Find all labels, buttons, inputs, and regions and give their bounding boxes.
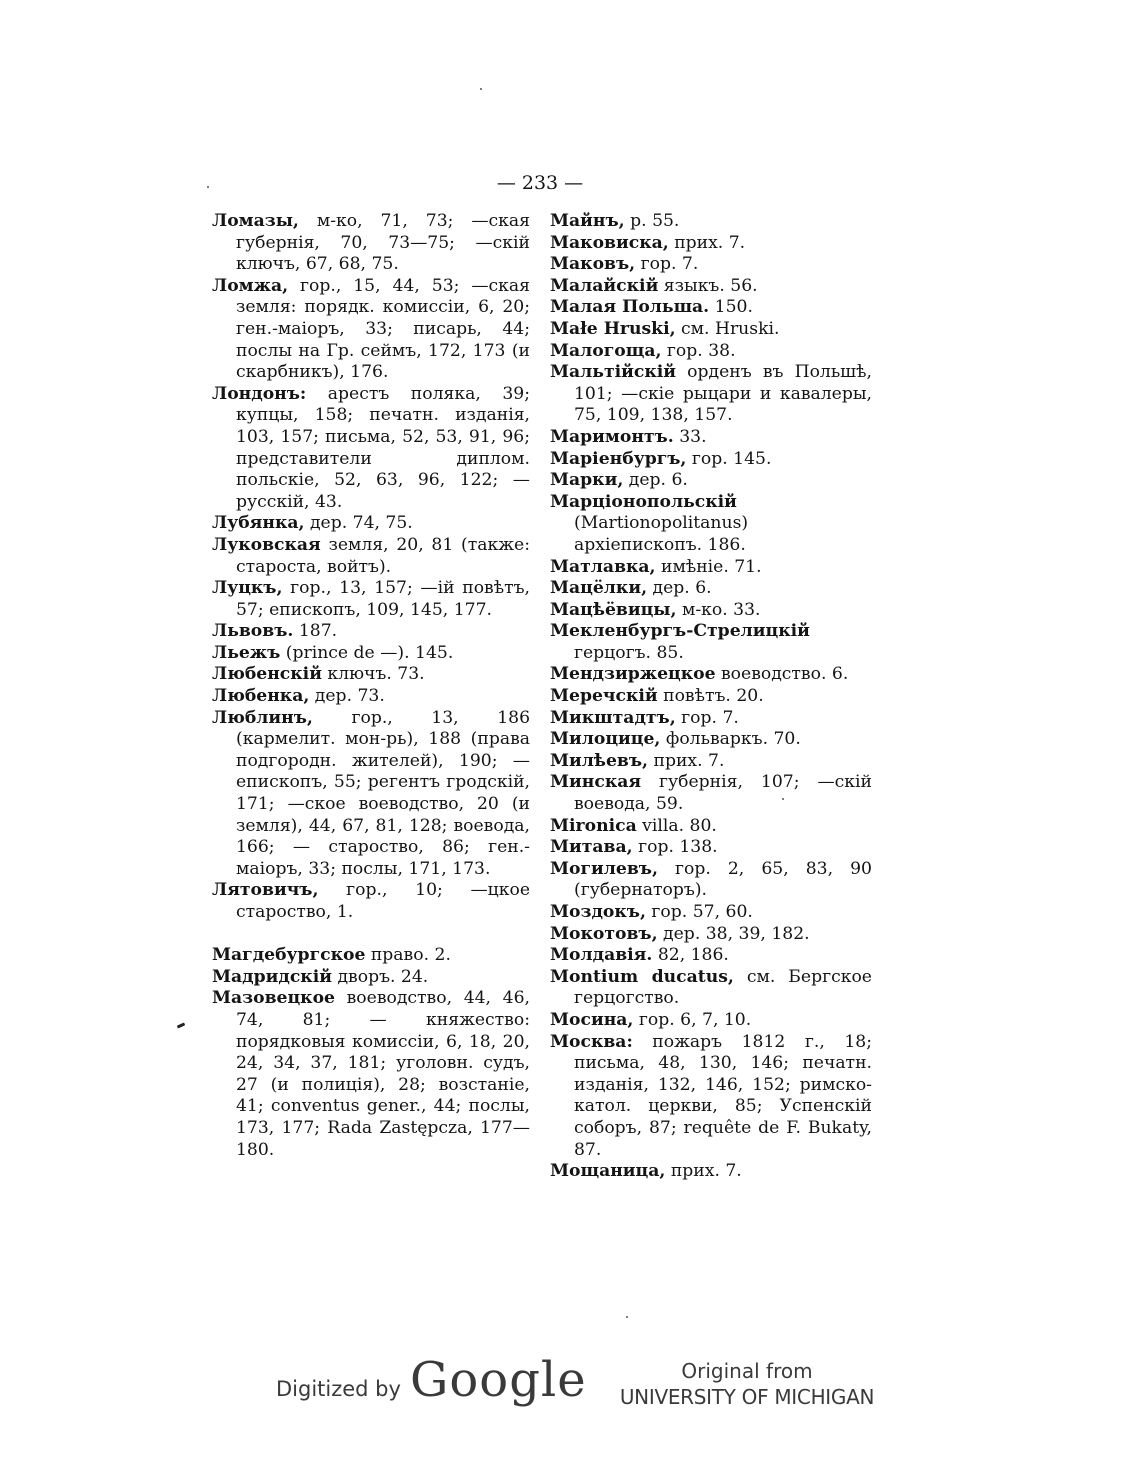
index-entry (212, 535, 530, 578)
entry-text: см. Hruski. (675, 318, 780, 339)
index-entry (550, 751, 872, 773)
entry-text: фольваркъ. 70. (660, 729, 801, 750)
index-entry (212, 621, 530, 643)
index-entry (212, 945, 530, 967)
entry-text: гор. 138. (632, 837, 718, 858)
entry-headword: Мендзиржецкое (550, 664, 716, 685)
index-entry (212, 643, 530, 665)
entry-text: губернія, 107; —скій воевода, 59. (574, 772, 872, 815)
scan-speck (480, 88, 482, 90)
entry-headword: Льежъ (212, 642, 281, 663)
index-entry (550, 600, 872, 622)
index-entry (550, 816, 872, 838)
entry-text: повѣтъ. 20. (657, 686, 764, 707)
index-entry (212, 384, 530, 514)
entry-headword: Матлавка, (550, 556, 656, 577)
entry-text: дер. 38, 39, 182. (657, 923, 810, 944)
entry-headword: Montium ducatus, (550, 966, 734, 987)
entry-headword: Лондонъ: (212, 383, 307, 404)
index-entry (550, 1010, 872, 1032)
entry-text: дер. 6. (623, 470, 688, 491)
index-entry (550, 297, 872, 319)
entry-text: герцогъ. 85. (574, 642, 684, 663)
index-entry (550, 1161, 872, 1183)
entry-text: дворъ. 24. (332, 966, 429, 987)
index-entry (212, 276, 530, 384)
entry-text: языкъ. 56. (658, 275, 758, 296)
entry-text: дер. 74, 75. (304, 513, 413, 534)
entry-headword: Могилевъ, (550, 858, 658, 879)
entry-headword: Микштадтъ, (550, 707, 676, 728)
entry-text: пожаръ 1812 г., 18; письма, 48, 130, 146; печатн. изданія, 132, 146, 152; римско-катол. церкви, 85; Успенскій соборъ, 87; requête de F. Bukaty, 87. (574, 1031, 872, 1160)
page-number: — 233 — (496, 172, 584, 194)
index-entry (550, 276, 872, 298)
entry-headword: Мацѣёвицы, (550, 599, 677, 620)
index-entry (550, 492, 872, 557)
entry-text: земля, 20, 81 (также: староста, войтъ). (236, 534, 530, 577)
entry-headword: Мокотовъ, (550, 923, 658, 944)
index-column-right (550, 211, 872, 1183)
entry-headword: Лубянка, (212, 513, 305, 534)
entry-headword: Мосина, (550, 1009, 634, 1030)
entry-headword: Мадридскій (212, 966, 332, 987)
entry-text: имѣніе. 71. (655, 556, 762, 577)
index-entry (550, 621, 872, 664)
entry-text: воеводство. 6. (715, 664, 849, 685)
entry-text: гор., 15, 44, 53; —ская земля: порядк. комиссіи, 6, 20; ген.-маіоръ, 33; писарь, 44; послы на Гр. сеймъ, 172, 173 (и скарбникъ), 176. (236, 275, 530, 383)
entry-text: м-ко. 33. (676, 599, 761, 620)
index-entry (550, 924, 872, 946)
entry-text: 187. (293, 621, 338, 642)
index-entry (550, 449, 872, 471)
entry-headword: Луцкъ, (212, 578, 283, 599)
entry-headword: Маримонтъ. (550, 426, 674, 447)
index-entry (212, 988, 530, 1161)
entry-text: дер. 73. (309, 686, 385, 707)
index-entry (212, 664, 530, 686)
entry-headword: Минская (550, 772, 642, 793)
entry-headword: Люблинъ, (212, 707, 313, 728)
entry-headword: Майнъ, (550, 211, 625, 231)
entry-text: м-ко, 71, 73; —ская губернія, 70, 73—75; —скій ключъ, 67, 68, 75. (236, 211, 530, 275)
index-entry (550, 233, 872, 255)
entry-headword: Митава, (550, 837, 633, 858)
entry-headword: Мощаница, (550, 1161, 666, 1182)
digitized-by-watermark (276, 1352, 587, 1408)
university-label: UNIVERSITY OF MICHIGAN (619, 1385, 875, 1409)
entry-headword: Марки, (550, 470, 624, 491)
index-entry (550, 254, 872, 276)
index-entry (550, 362, 872, 427)
scan-speck (207, 186, 209, 188)
entry-text: villa. 80. (636, 815, 717, 836)
index-entry (212, 708, 530, 881)
entry-headword: Милѣевъ, (550, 750, 649, 771)
index-entry (550, 902, 872, 924)
index-entry (550, 319, 872, 341)
entry-text: гор. 145. (686, 448, 772, 469)
entry-text: прих. 7. (668, 232, 746, 253)
entry-text: гор. 7. (675, 707, 739, 728)
entry-headword: Mironica (550, 815, 637, 836)
entry-headword: Мазовецкое (212, 988, 335, 1009)
entry-headword: Любенскій (212, 664, 322, 685)
index-entry (550, 470, 872, 492)
entry-headword: Малогоща, (550, 340, 662, 361)
entry-text: воеводство, 44, 46, 74, 81; — княжество: порядковыя комиссіи, 6, 18, 20, 24, 34, 37, 181; уголовн. судъ, 27 (и полиція), 28; возстаніе, 41; conventus gener., 44; послы, 173, 177; Rada Zastępcza, 177—180. (236, 988, 530, 1160)
entry-text: 33. (673, 426, 707, 447)
entry-headword: Малая Польша. (550, 297, 710, 318)
google-logo: Google (410, 1352, 587, 1408)
entry-headword: Мацёлки, (550, 578, 648, 599)
index-entry (212, 513, 530, 535)
index-entry (550, 729, 872, 751)
entry-headword: Ломазы, (212, 211, 299, 231)
entry-text: см. Бергское герцогство. (574, 966, 872, 1009)
index-entry (550, 708, 872, 730)
entry-text: р. 55. (624, 211, 680, 231)
entry-text: гор. 2, 65, 83, 90 (губернаторъ). (574, 858, 872, 901)
entry-text: гор. 38. (661, 340, 736, 361)
entry-text: гор., 10; —цкое староство, 1. (236, 880, 530, 922)
entry-headword: Луковская (212, 534, 321, 555)
entry-text: гор. 7. (635, 254, 699, 275)
index-entry (550, 557, 872, 579)
entry-headword: Мекленбургъ-Стрелицкій (550, 621, 810, 642)
scan-speck (177, 1022, 186, 1028)
index-entry (212, 578, 530, 621)
index-entry (550, 945, 872, 967)
entry-headword: Małe Hruski, (550, 318, 676, 339)
index-entry (550, 427, 872, 449)
index-entry (550, 686, 872, 708)
entry-text: (prince de —). 145. (280, 642, 454, 663)
index-column-left (212, 211, 530, 1161)
entry-headword: Ломжа, (212, 275, 289, 296)
entry-headword: Моздокъ, (550, 902, 646, 922)
entry-headword: Меречскій (550, 686, 658, 707)
entry-headword: Малайскій (550, 275, 659, 296)
entry-text: право. 2. (365, 945, 451, 966)
entry-text: гор. 6, 7, 10. (633, 1009, 752, 1030)
entry-text: гор., 13, 186 (кармелит. мон-рь), 188 (права подгородн. жителей), 190; — епископъ, 55; регентъ гродскій, 171; —ское воеводство, 20 (и земля), 44, 67, 81, 128; воевода, 166; — староство, 86; ген.-маіоръ, 33; послы, 171, 173. (236, 707, 530, 879)
entry-headword: Молдавія. (550, 945, 653, 966)
entry-text: гор. 57, 60. (645, 902, 753, 922)
entry-text: гор., 13, 157; —ій повѣтъ, 57; епископъ, 109, 145, 177. (236, 578, 530, 620)
entry-text: прих. 7. (665, 1161, 742, 1182)
entry-text: дер. 6. (647, 578, 712, 599)
entry-text: прих. 7. (648, 750, 725, 771)
original-from-label: Original from (681, 1359, 813, 1383)
index-entry (550, 664, 872, 686)
entry-headword: Маковъ, (550, 254, 636, 275)
entry-headword: Магдебургское (212, 945, 366, 966)
scan-speck (626, 1316, 628, 1318)
entry-headword: Милоцице, (550, 729, 661, 750)
original-source-watermark (612, 1358, 882, 1410)
entry-headword: Мальтійскій (550, 362, 677, 383)
index-entry (550, 578, 872, 600)
index-entry (550, 772, 872, 815)
index-entry (550, 1032, 872, 1162)
entry-text: арестъ поляка, 39; купцы, 158; печатн. изданія, 103, 157; письма, 52, 53, 91, 96; представители диплом. польскіе, 52, 63, 96, 122; — русскій, 43. (236, 383, 530, 512)
index-entry (212, 686, 530, 708)
entry-text: 150. (709, 297, 753, 318)
index-entry (550, 837, 872, 859)
index-entry (550, 341, 872, 363)
index-entry (550, 859, 872, 902)
index-entry (550, 967, 872, 1010)
entry-text: ключъ. 73. (321, 664, 425, 685)
entry-headword: Маріенбургъ, (550, 448, 687, 469)
entry-headword: Маковиска, (550, 232, 669, 253)
digitized-by-label: Digitized by (276, 1377, 401, 1401)
index-entry (212, 211, 530, 276)
entry-text: (Martionopolitanus) архіепископъ. 186. (574, 513, 749, 555)
entry-text: 82, 186. (652, 945, 729, 966)
entry-headword: Москва: (550, 1031, 633, 1052)
entry-text: орденъ въ Польшѣ, 101; —скіе рыцари и кавалеры, 75, 109, 138, 157. (574, 362, 872, 426)
index-entry (212, 880, 530, 923)
entry-headword: Марціонопольскій (550, 491, 737, 512)
entry-headword: Любенка, (212, 686, 310, 707)
index-entry (212, 967, 530, 989)
entry-headword: Львовъ. (212, 621, 294, 642)
index-entry (550, 211, 872, 233)
scan-speck (782, 798, 784, 800)
entry-headword: Лятовичъ, (212, 880, 319, 901)
